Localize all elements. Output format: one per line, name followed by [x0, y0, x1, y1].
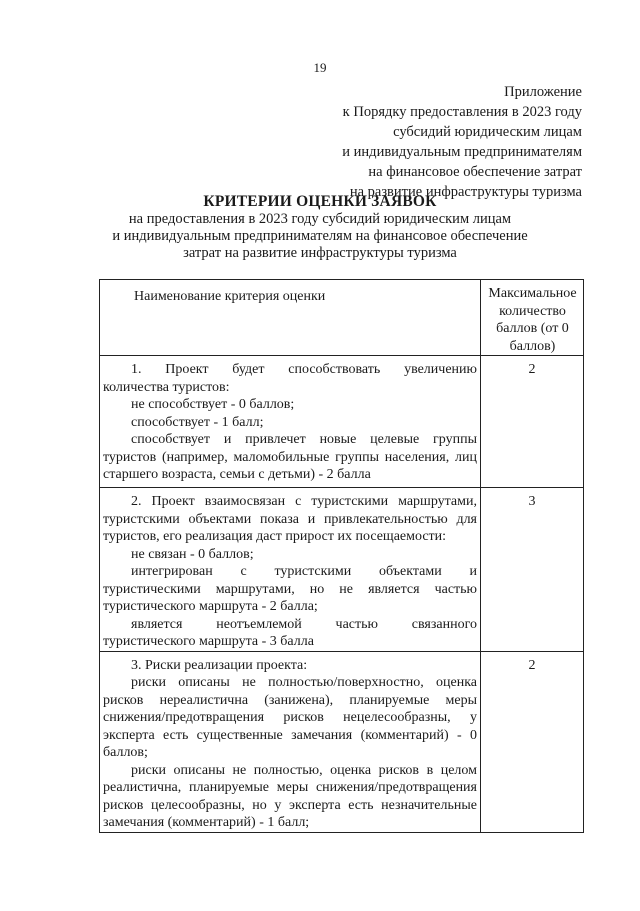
- subtitle-line: затрат на развитие инфраструктуры туризма: [183, 245, 457, 261]
- table-header-row: [100, 280, 584, 356]
- document-title: КРИТЕРИИ ОЦЕНКИ ЗАЯВОК: [203, 193, 437, 210]
- criterion-option: интегрирован с туристскими объектами и туристическими маршрутами, но не является частью туристического маршрута - 2 балла;: [103, 564, 477, 614]
- criterion-option: не связан - 0 баллов;: [131, 546, 254, 562]
- table-row: [100, 356, 584, 488]
- criterion-score: 2: [481, 356, 584, 488]
- table-row: [100, 488, 584, 652]
- page-number: 19: [313, 60, 327, 75]
- criterion-option: способствует и привлечет новые целевые группы туристов (например, маломобильные группы населения, лиц старшего возраста, семьи с детьми) - 2 балла: [103, 432, 477, 482]
- header-criterion-name: Наименование критерия оценки: [100, 280, 481, 356]
- appendix-line: на развитие инфраструктуры туризма: [349, 184, 582, 200]
- appendix-line: и индивидуальным предпринимателям: [342, 144, 582, 160]
- criterion-cell: [100, 356, 481, 488]
- appendix-line: субсидий юридическим лицам: [393, 124, 582, 140]
- header-max-score: Максимальное количество баллов (от 0 баллов): [481, 280, 584, 356]
- criteria-table: [99, 279, 584, 833]
- criterion-option: риски описаны не полностью/поверхностно, оценка рисков нереалистична (занижена), планируемые меры снижения/предотвращения рисков нецелесообразны, у эксперта есть существенные замечания (комментарий) - 0 баллов;: [103, 675, 477, 760]
- criterion-score: 3: [481, 488, 584, 652]
- document-subtitle: [0, 211, 640, 262]
- criterion-title: 1. Проект будет способствовать увеличению: [131, 362, 477, 377]
- criterion-option: риски описаны не полностью, оценка рисков в целом реалистична, планируемые меры снижения/предотвращения рисков целесообразны, но у эксперта есть незначительные замечания (комментарий) - 1 балл;: [103, 762, 477, 830]
- subtitle-line: и индивидуальным предпринимателям на финансовое обеспечение: [112, 228, 528, 244]
- criterion-cell: [100, 651, 481, 832]
- appendix-line: на финансовое обеспечение затрат: [368, 164, 582, 180]
- criterion-title-cont: количества туристов:: [103, 379, 230, 395]
- table-row: [100, 651, 584, 832]
- criterion-title: 3. Риски реализации проекта:: [131, 657, 308, 673]
- appendix-line: Приложение: [504, 84, 582, 100]
- criterion-option: является неотъемлемой частью связанного туристического маршрута - 3 балла: [103, 616, 477, 649]
- criterion-score: 2: [481, 651, 584, 832]
- appendix-line: к Порядку предоставления в 2023 году: [342, 104, 582, 120]
- criterion-option: не способствует - 0 баллов;: [131, 397, 295, 412]
- criterion-cell: [100, 488, 481, 652]
- appendix-block: [342, 82, 582, 202]
- subtitle-line: на предоставления в 2023 году субсидий юридическим лицам: [128, 211, 512, 227]
- criterion-title: 2. Проект взаимосвязан с туристскими маршрутами, туристскими объектами показа и привлекательностью для туристов, его реализация даст прирост их посещаемости:: [103, 494, 477, 544]
- criterion-option: способствует - 1 балл;: [131, 414, 264, 430]
